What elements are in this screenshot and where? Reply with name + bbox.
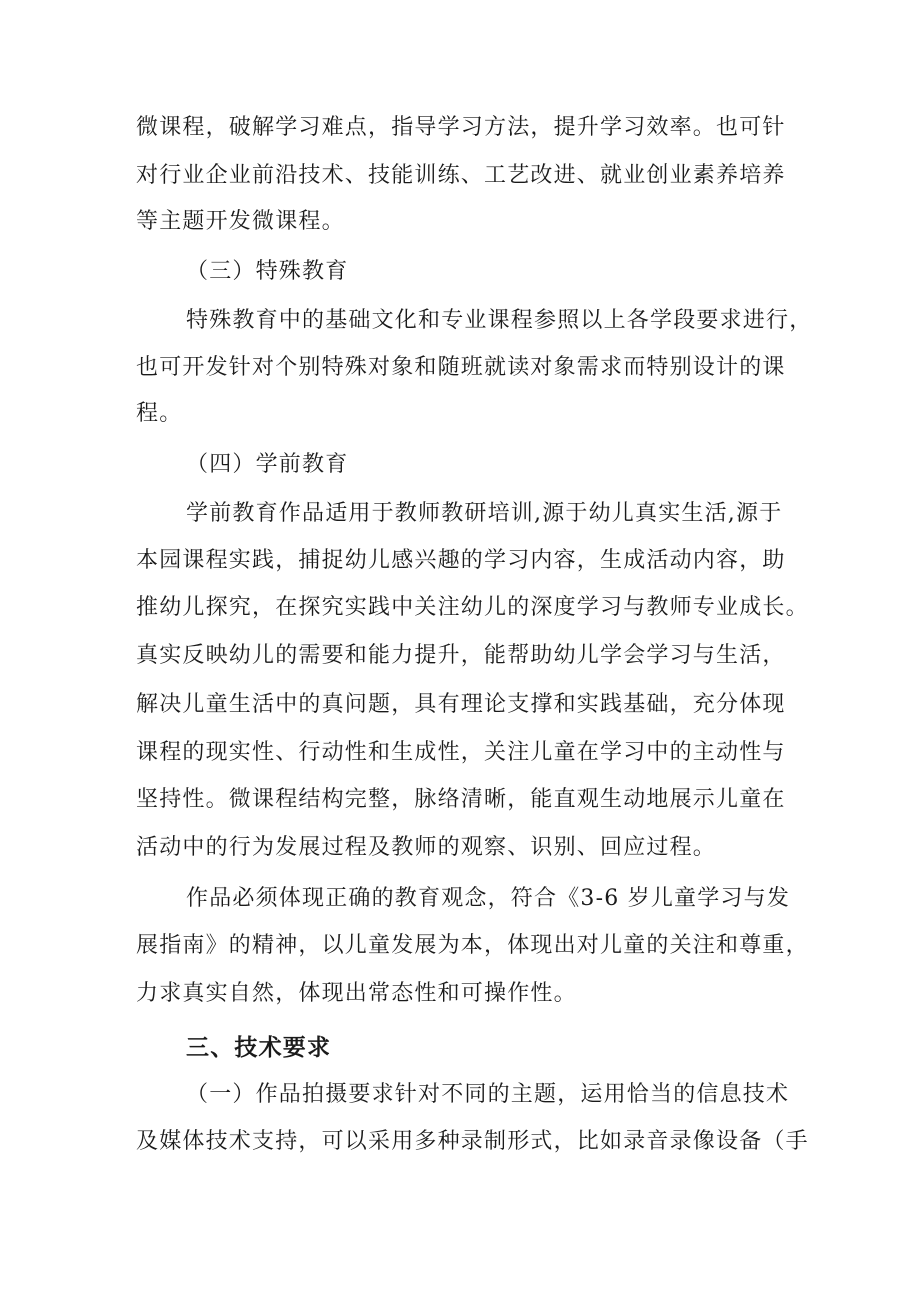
paragraph-line: 活动中的行为发展过程及教师的观察、识别、回应过程。 xyxy=(136,835,717,860)
paragraph-line: 也可开发针对个别特殊对象和随班就读对象需求而特别设计的课 xyxy=(136,355,786,380)
paragraph-line: 展指南》的精神，以儿童发展为本，体现出对儿童的关注和尊重， xyxy=(136,933,809,958)
paragraph-line: 对行业企业前沿技术、技能训练、工艺改进、就业创业素养培养 xyxy=(136,163,786,188)
paragraph-line: 学前教育作品适用于教师教研培训,源于幼儿真实生活,源于 xyxy=(186,501,783,526)
paragraph-line: 本园课程实践，捕捉幼儿感兴趣的学习内容，生成活动内容，助 xyxy=(136,548,786,573)
paragraph-line: 程。 xyxy=(136,401,183,426)
paragraph-line: 课程的现实性、行动性和生成性，关注儿童在学习中的主动性与 xyxy=(136,740,786,765)
paragraph-line: 及媒体技术支持，可以采用多种录制形式，比如录音录像设备（手 xyxy=(136,1129,809,1154)
paragraph-line: 作品必须体现正确的教育观念，符合《3-6 岁儿童学习与发 xyxy=(186,886,791,911)
paragraph-line: 微课程，破解学习难点，指导学习方法，提升学习效率。也可针 xyxy=(136,115,786,140)
subheading-special-education: （三）特殊教育 xyxy=(186,259,349,284)
section-heading-technical-requirements: 三、技术要求 xyxy=(186,1035,332,1061)
paragraph-line: 真实反映幼儿的需要和能力提升，能帮助幼儿学会学习与生活， xyxy=(136,643,786,668)
paragraph-line: 解决儿童生活中的真问题，具有理论支撑和实践基础，充分体现 xyxy=(136,692,786,717)
paragraph-line: 等主题开发微课程。 xyxy=(136,209,345,234)
paragraph-line: （一）作品拍摄要求针对不同的主题，运用恰当的信息技术 xyxy=(186,1082,790,1107)
paragraph-line: 推幼儿探究，在探究实践中关注幼儿的深度学习与教师专业成长。 xyxy=(136,595,809,620)
paragraph-line: 坚持性。微课程结构完整，脉络清晰，能直观生动地展示儿童在 xyxy=(136,787,786,812)
subheading-preschool-education: （四）学前教育 xyxy=(186,452,349,477)
paragraph-line: 特殊教育中的基础文化和专业课程参照以上各学段要求进行， xyxy=(186,308,813,333)
paragraph-line: 力求真实自然，体现出常态性和可操作性。 xyxy=(136,981,577,1006)
